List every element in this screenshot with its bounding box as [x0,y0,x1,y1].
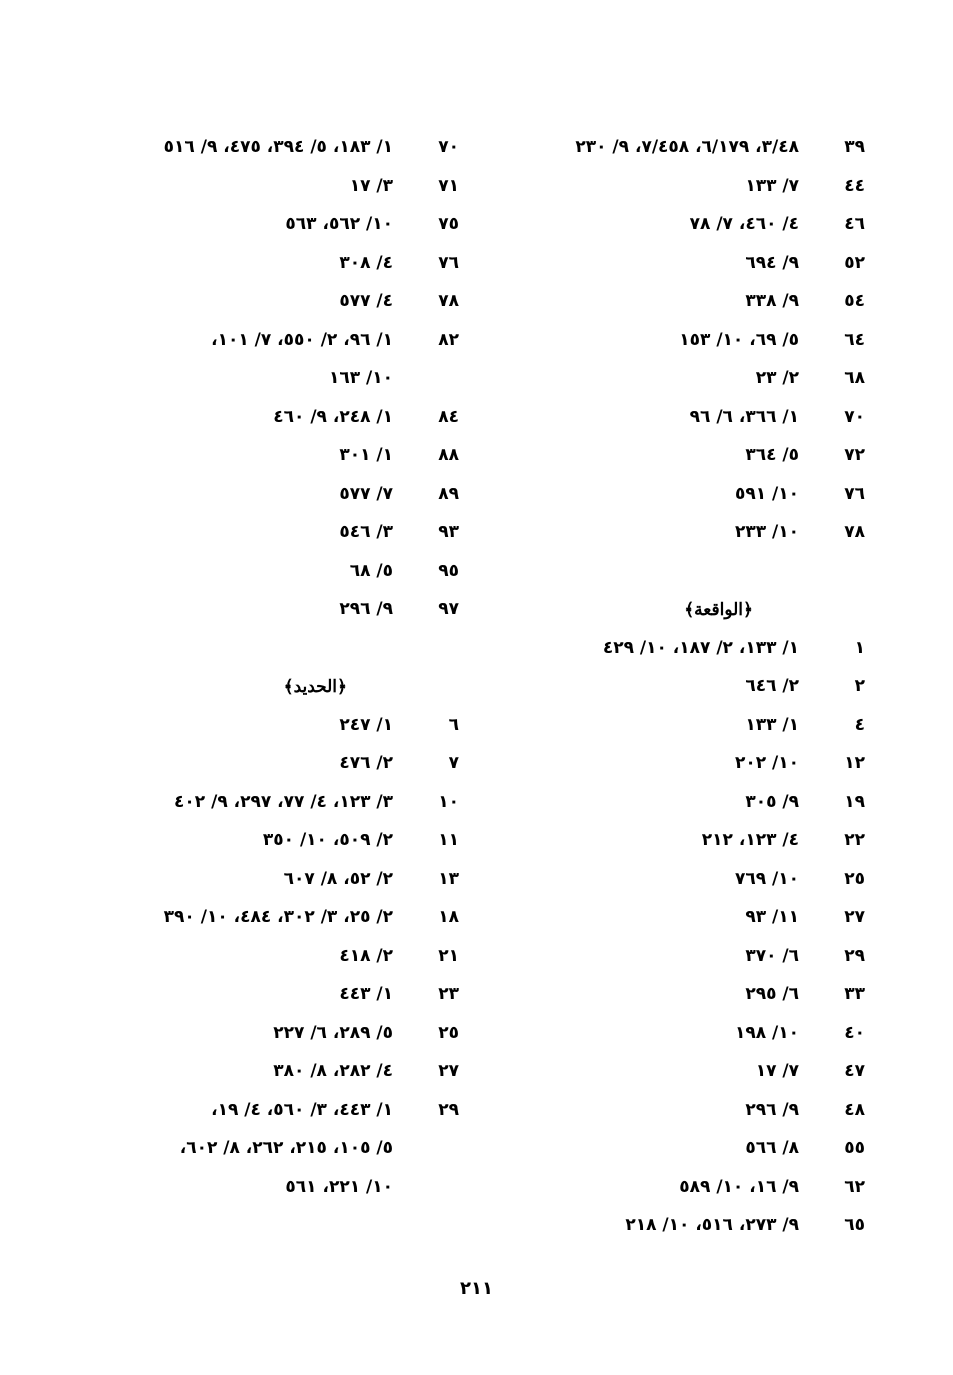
index-entry [59,706,459,745]
verse-number: ٤٠ [844,1022,865,1043]
index-entry [59,398,459,437]
volume-page-references: ٧/ ١٣٣ [745,175,799,196]
volume-page-references: ١٠/ ٥٦٢، ٥٦٣ [285,214,393,235]
index-entry [59,321,459,360]
volume-page-references: ١/ ٣٠١ [339,445,393,466]
index-entry [59,783,459,822]
verse-number: ٨٢ [438,329,459,350]
verse-number: ٧٥ [438,214,459,235]
volume-page-references: ١٠/ ١٦٣ [328,368,393,389]
volume-page-references: ٢/ ٢٥، ٣/ ٣٠٢، ٤٨٤، ١٠/ ٣٩٠ [163,907,393,928]
index-entry [465,821,865,860]
volume-page-references: ١/ ١٣٣ [745,714,799,735]
volume-page-references: ٧/ ١٧ [755,1061,799,1082]
index-entry [59,282,459,321]
verse-number: ١١ [438,830,459,851]
volume-page-references: ٤/ ٥٧٧ [339,291,393,312]
verse-number: ٩٧ [438,599,459,620]
verse-number: ٩٣ [438,522,459,543]
index-entry [465,667,865,706]
verse-number: ٧٨ [438,291,459,312]
index-entry [59,552,459,591]
index-entry [465,1129,865,1168]
volume-page-references: ١٠/ ٢٠٢ [734,753,799,774]
verse-number: ٨٤ [438,406,459,427]
verse-number: ٣٣ [844,984,865,1005]
index-entry [59,1168,459,1207]
verse-number: ٩٥ [438,560,459,581]
index-entry [59,1091,459,1130]
volume-page-references: ١/ ١٨٣، ٥/ ٣٩٤، ٤٧٥، ٩/ ٥١٦ [163,137,393,158]
index-entry [59,128,459,167]
left-column [59,128,459,1206]
verse-number: ١ [854,637,865,658]
index-entry [465,898,865,937]
index-entry [59,475,459,514]
verse-number: ٢٥ [438,1022,459,1043]
volume-page-references: ٤/ ٣٠٨ [339,252,393,273]
index-entry [59,975,459,1014]
volume-page-references: ٣/ ١٢٣، ٤/ ٧٧، ٢٩٧، ٩/ ٤٠٢ [174,791,393,812]
index-entry [465,513,865,552]
verse-number: ٢٧ [438,1061,459,1082]
verse-number: ٧٦ [844,483,865,504]
verse-number: ٤٧ [844,1061,865,1082]
verse-number: ١٩ [844,791,865,812]
index-entry [465,1091,865,1130]
verse-number: ٢٧ [844,907,865,928]
volume-page-references: ٣/ ١٧ [349,175,393,196]
volume-page-references: ٥/ ٦٩، ١٠/ ١٥٣ [679,329,799,350]
spacer [465,552,865,591]
surah-heading: ﴿الواقعة﴾ [684,599,753,620]
index-entry [465,321,865,360]
volume-page-references: ٢/ ٤١٨ [339,945,393,966]
verse-number: ٧٦ [438,252,459,273]
index-entry [59,590,459,629]
volume-page-references: ١/ ٢٤٨، ٩/ ٤٦٠ [273,406,393,427]
verse-number: ٧٨ [844,522,865,543]
volume-page-references: ٩/ ١٦، ١٠/ ٥٨٩ [679,1176,799,1197]
volume-page-references: ٦/ ٢٩٥ [745,984,799,1005]
verse-number: ٤ [854,714,865,735]
volume-page-references: ٢/ ٤٧٦ [339,753,393,774]
verse-number: ٢٢ [844,830,865,851]
volume-page-references: ٩/ ٦٩٤ [745,252,799,273]
volume-page-references: ٥/ ٢٨٩، ٦/ ٢٢٧ [273,1022,393,1043]
index-entry [59,1129,459,1168]
volume-page-references: ٣/٤٨، ٦/١٧٩، ٧/٤٥٨، ٩/ ٢٣٠ [575,137,799,158]
index-entry [465,359,865,398]
volume-page-references: ٣/ ٥٤٦ [339,522,393,543]
verse-number: ٦ [448,714,459,735]
index-entry [465,706,865,745]
index-entry [465,1014,865,1053]
volume-page-references: ٩/ ٢٧٣، ٥١٦، ١٠/ ٢١٨ [625,1215,799,1236]
volume-page-references: ٨/ ٥٦٦ [745,1138,799,1159]
index-entry [465,629,865,668]
volume-page-references: ٢/ ٥٢، ٨/ ٦٠٧ [283,868,393,889]
volume-page-references: ١/ ٣٦٦، ٦/ ٩٦ [689,406,799,427]
verse-number: ٧٠ [438,137,459,158]
verse-number: ٤٤ [844,175,865,196]
volume-page-references: ٩/ ٣٠٥ [745,791,799,812]
verse-number: ٥٢ [844,252,865,273]
verse-number: ٢ [854,676,865,697]
index-entry [465,436,865,475]
verse-number: ٧ [448,753,459,774]
volume-page-references: ٩/ ٢٩٦ [745,1099,799,1120]
verse-number: ٧٢ [844,445,865,466]
index-entry [59,1014,459,1053]
volume-page-references: ٢/ ٥٠٩، ١٠/ ٣٥٠ [262,830,393,851]
volume-page-references: ١/ ٩٦، ٢/ ٥٥٠، ٧/ ١٠١، [211,329,393,350]
verse-number: ٦٢ [844,1176,865,1197]
index-entry [465,975,865,1014]
page-number: ٢١١ [460,1278,493,1299]
volume-page-references: ١/ ٢٤٧ [339,714,393,735]
verse-number: ٣٩ [844,137,865,158]
index-entry [465,128,865,167]
index-entry [465,398,865,437]
index-entry [465,1168,865,1207]
verse-number: ٦٨ [844,368,865,389]
index-entry [59,744,459,783]
index-entry [59,436,459,475]
index-entry [465,167,865,206]
index-entry [59,167,459,206]
verse-number: ٦٥ [844,1215,865,1236]
volume-page-references: ٢/ ٦٤٦ [745,676,799,697]
index-entry [465,475,865,514]
volume-page-references: ٤/ ٢٨٢، ٨/ ٣٨٠ [273,1061,393,1082]
verse-number: ٢٣ [438,984,459,1005]
volume-page-references: ١٠/ ٢٢١، ٥٦١ [285,1176,393,1197]
index-entry [465,244,865,283]
verse-number: ٨٩ [438,483,459,504]
verse-number: ٢٥ [844,868,865,889]
volume-page-references: ٩/ ٣٣٨ [745,291,799,312]
verse-number: ٤٦ [844,214,865,235]
surah-heading: ﴿الحديد﴾ [283,676,347,697]
volume-page-references: ٥/ ٦٨ [349,560,393,581]
verse-number: ٢٩ [844,945,865,966]
volume-page-references: ٤/ ٤٦٠، ٧/ ٧٨ [689,214,799,235]
index-entry [59,1052,459,1091]
index-entry [465,783,865,822]
volume-page-references: ١٠/ ٥٩١ [734,483,799,504]
verse-number: ٨٨ [438,445,459,466]
index-entry [59,898,459,937]
verse-number: ٢٩ [438,1099,459,1120]
index-entry [465,744,865,783]
volume-page-references: ٦/ ٣٧٠ [745,945,799,966]
verse-number: ٤٨ [844,1099,865,1120]
right-column [465,128,865,1245]
volume-page-references: ٥/ ٣٦٤ [745,445,799,466]
volume-page-references: ١١/ ٩٣ [745,907,799,928]
index-entry [59,359,459,398]
volume-page-references: ٧/ ٥٧٧ [339,483,393,504]
verse-number: ٦٤ [844,329,865,350]
verse-number: ٥٤ [844,291,865,312]
volume-page-references: ٩/ ٢٩٦ [339,599,393,620]
index-entry [59,860,459,899]
index-entry [465,860,865,899]
index-entry [465,205,865,244]
volume-page-references: ٤/ ١٢٣، ٢١٢ [701,830,799,851]
volume-page-references: ١/ ١٣٣، ٢/ ١٨٧، ١٠/ ٤٢٩ [602,637,799,658]
verse-number: ٧٠ [844,406,865,427]
volume-page-references: ٢/ ٢٣ [755,368,799,389]
index-entry [59,937,459,976]
index-entry [465,1206,865,1245]
verse-number: ٢١ [438,945,459,966]
verse-number: ١٨ [438,907,459,928]
verse-number: ٧١ [438,175,459,196]
index-entry [59,513,459,552]
index-entry [465,937,865,976]
volume-page-references: ١٠/ ١٩٨ [734,1022,799,1043]
verse-number: ٥٥ [844,1138,865,1159]
index-entry [59,205,459,244]
volume-page-references: ١٠/ ٢٣٣ [734,522,799,543]
volume-page-references: ١/ ٤٤٣ [339,984,393,1005]
verse-number: ١٢ [844,753,865,774]
verse-number: ١٠ [438,791,459,812]
index-entry [465,282,865,321]
volume-page-references: ١٠/ ٧٦٩ [734,868,799,889]
volume-page-references: ٥/ ١٠٥، ٢١٥، ٢٦٢، ٨/ ٦٠٢، [179,1138,393,1159]
index-entry [465,1052,865,1091]
verse-number: ١٣ [438,868,459,889]
index-entry [59,244,459,283]
spacer [59,629,459,668]
volume-page-references: ١/ ٤٤٣، ٣/ ٥٦٠، ٤/ ١٩، [211,1099,393,1120]
index-entry [59,821,459,860]
